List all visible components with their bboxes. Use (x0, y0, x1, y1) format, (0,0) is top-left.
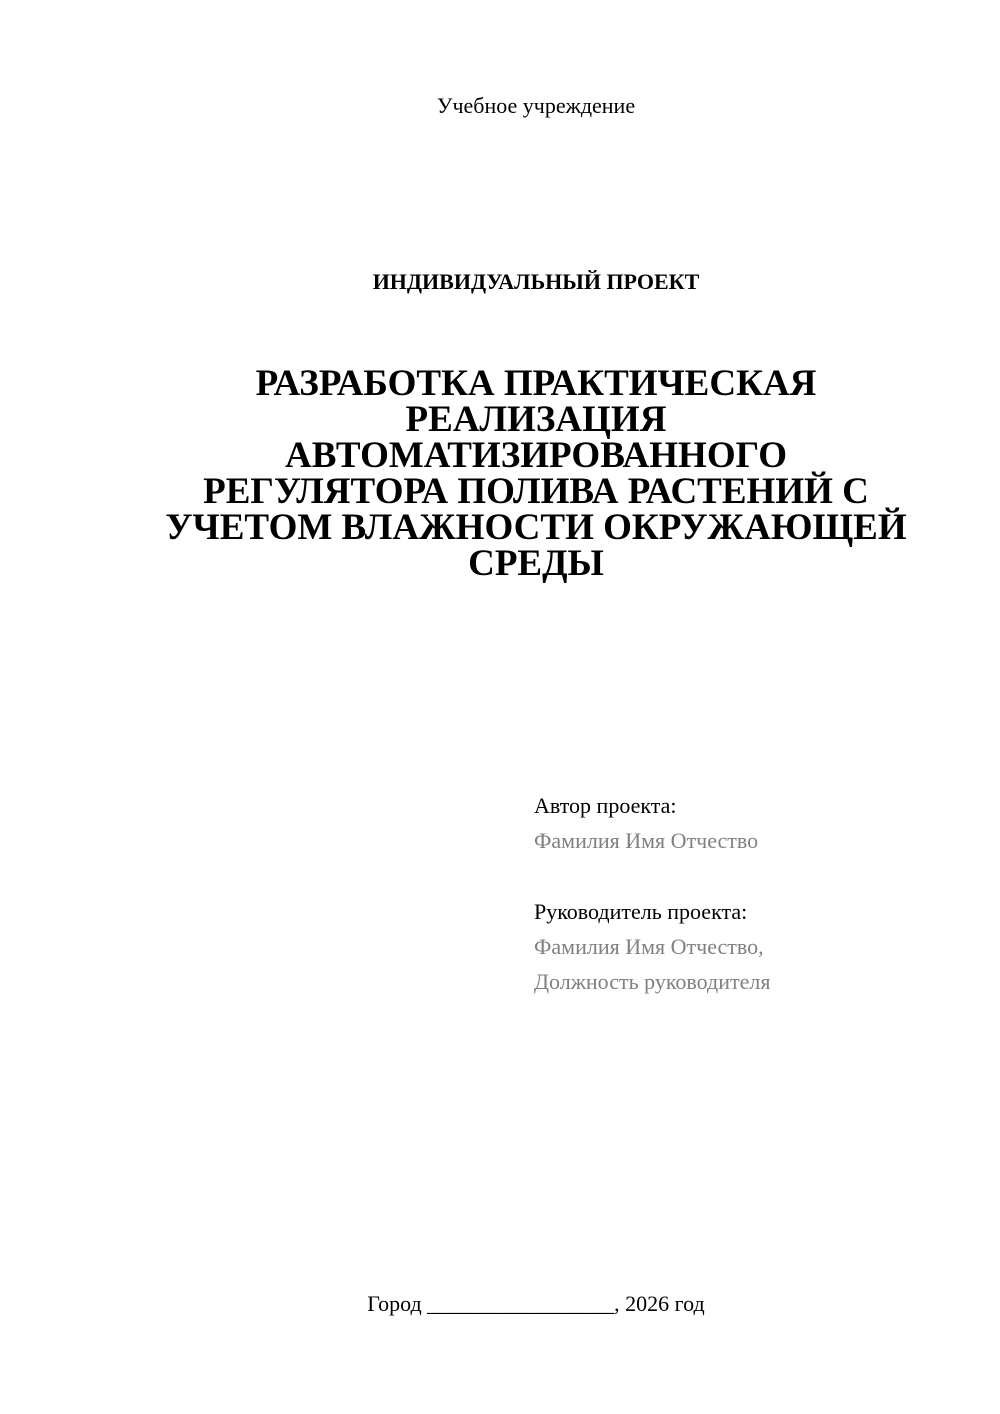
title-line: РЕАЛИЗАЦИЯ (405, 399, 667, 440)
supervisor-position: Должность руководителя (534, 969, 771, 994)
title-line: УЧЕТОМ ВЛАЖНОСТИ ОКРУЖАЮЩЕЙ (165, 507, 907, 548)
city-year-footer: Город _________________, 2026 год (367, 1291, 705, 1316)
institution-name: Учебное учреждение (436, 93, 636, 118)
authors-spacer (534, 858, 954, 894)
title-line: АВТОМАТИЗИРОВАННОГО (284, 435, 787, 476)
title-line: СРЕДЫ (468, 543, 604, 584)
supervisor-name: Фамилия Имя Отчество, (534, 934, 764, 959)
project-title (140, 363, 932, 584)
project-type-heading: ИНДИВИДУАЛЬНЫЙ ПРОЕКТ (372, 269, 700, 294)
author-name: Фамилия Имя Отчество (534, 828, 759, 853)
title-line: РАЗРАБОТКА ПРАКТИЧЕСКАЯ (255, 363, 817, 404)
authors-block (534, 788, 954, 999)
author-label: Автор проекта: (534, 793, 677, 818)
title-line: РЕГУЛЯТОРА ПОЛИВА РАСТЕНИЙ С (203, 471, 869, 512)
supervisor-label: Руководитель проекта: (534, 899, 748, 924)
